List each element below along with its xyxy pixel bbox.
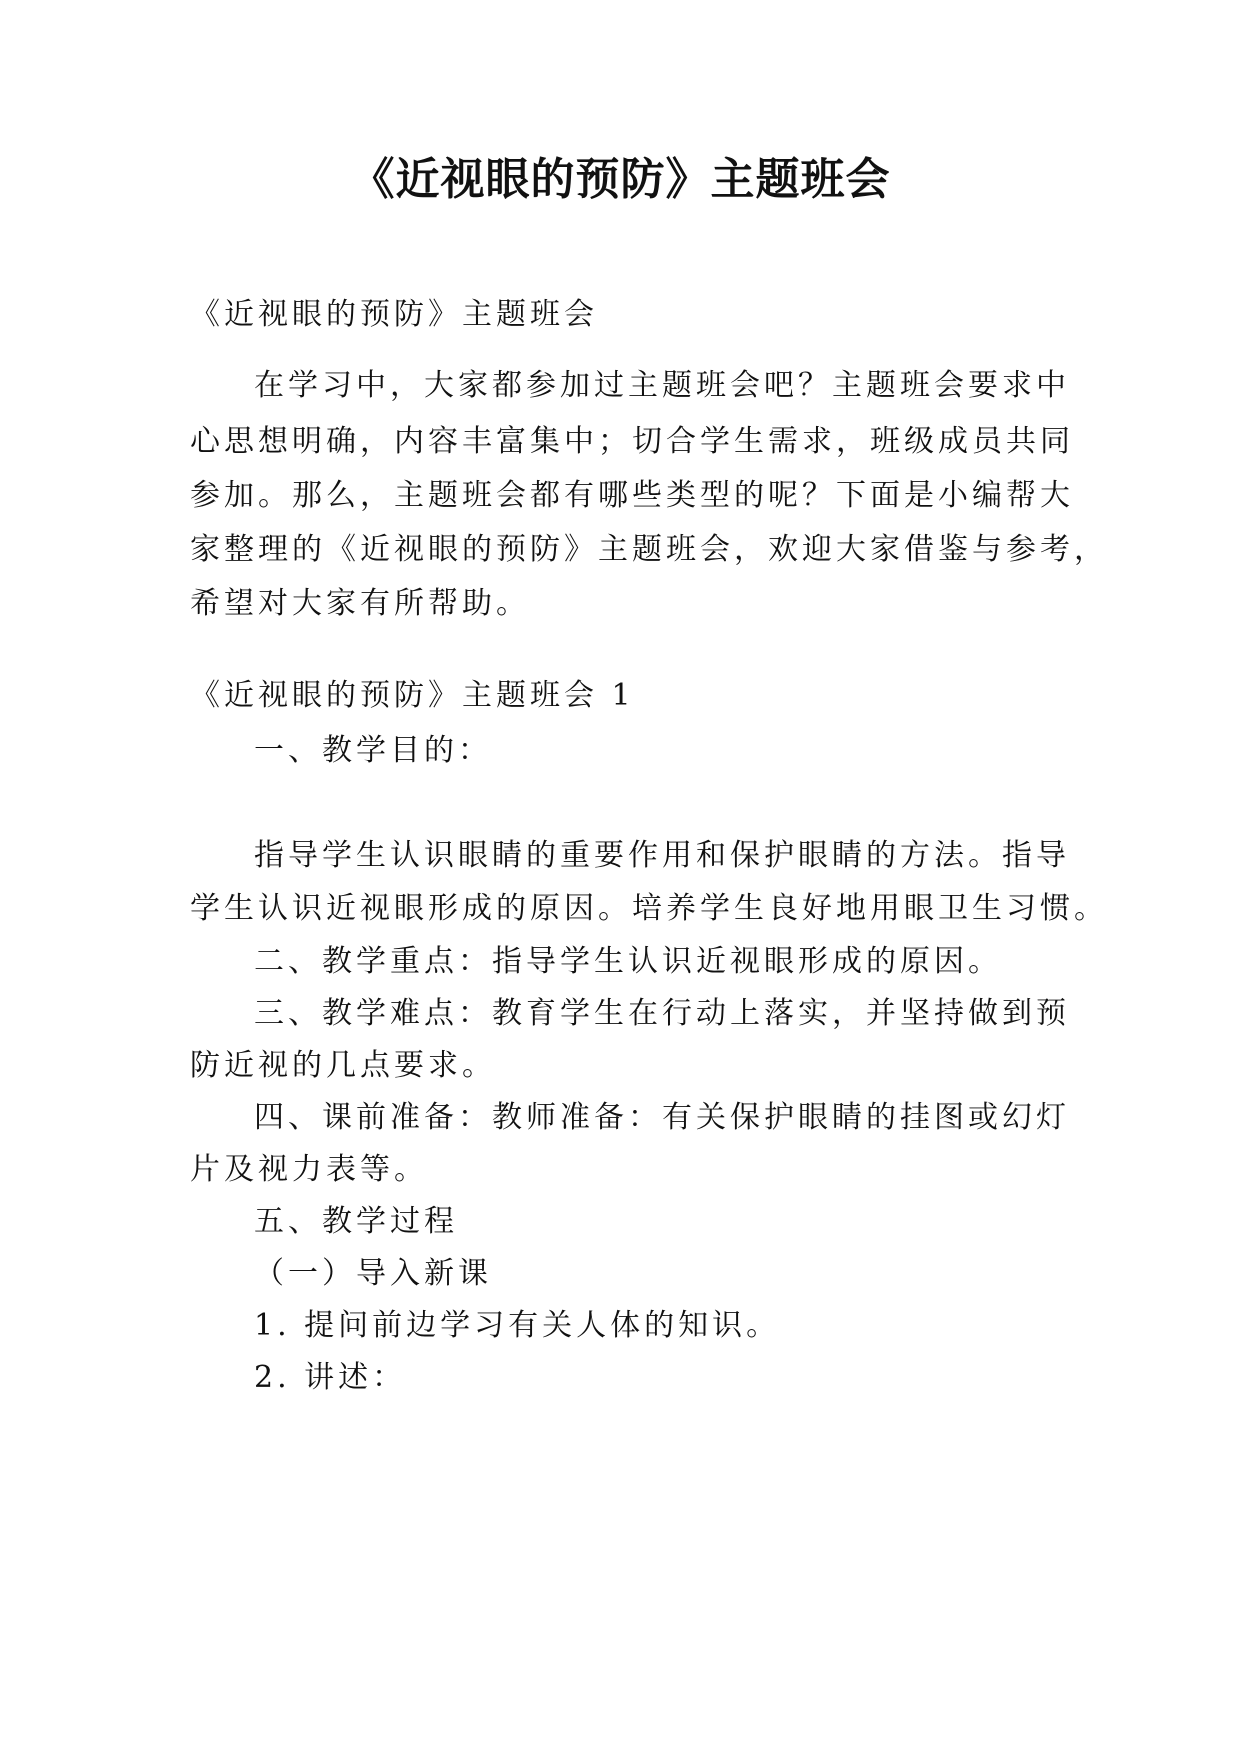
intro-line: 家整理的《近视眼的预防》主题班会，欢迎大家借鉴与参考，: [190, 532, 1108, 567]
body-line: 片及视力表等。: [190, 1152, 428, 1187]
body-line: 二、教学重点：指导学生认识近视眼形成的原因。: [254, 944, 1002, 979]
body-line: 2. 讲述：: [254, 1360, 407, 1395]
body-line: 五、教学过程: [254, 1204, 458, 1239]
body-line: （一）导入新课: [254, 1256, 492, 1291]
intro-line: 希望对大家有所帮助。: [190, 586, 530, 621]
intro-line: 参加。那么，主题班会都有哪些类型的呢？下面是小编帮大: [190, 478, 1074, 513]
body-line: 一、教学目的：: [254, 733, 492, 768]
intro-line: 心思想明确，内容丰富集中；切合学生需求，班级成员共同: [190, 424, 1074, 459]
body-line: 三、教学难点：教育学生在行动上落实，并坚持做到预: [254, 996, 1070, 1031]
document-title: 《近视眼的预防》主题班会: [350, 154, 891, 205]
body-line: 指导学生认识眼睛的重要作用和保护眼睛的方法。指导: [254, 838, 1070, 873]
document-subtitle: 《近视眼的预防》主题班会: [190, 297, 598, 332]
section-heading: 《近视眼的预防》主题班会 1: [190, 678, 635, 713]
body-line: 四、课前准备：教师准备：有关保护眼睛的挂图或幻灯: [254, 1100, 1070, 1135]
body-line: 防近视的几点要求。: [190, 1048, 496, 1083]
body-line: 1. 提问前边学习有关人体的知识。: [254, 1308, 781, 1343]
intro-line: 在学习中，大家都参加过主题班会吧？主题班会要求中: [254, 368, 1070, 403]
body-line: 学生认识近视眼形成的原因。培养学生良好地用眼卫生习惯。: [190, 891, 1108, 926]
